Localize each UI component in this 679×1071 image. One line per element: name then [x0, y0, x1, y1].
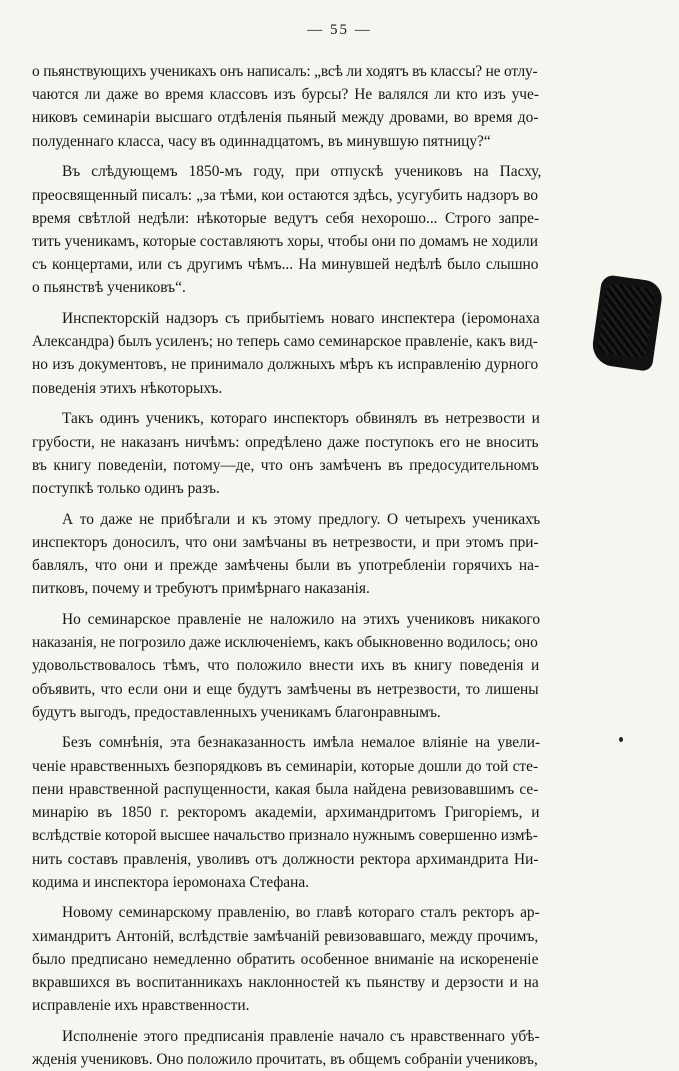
text-line: Такъ одинъ ученикъ, котораго инспекторъ обвинялъ въ нетрезвости и: [62, 410, 540, 428]
paragraph: [32, 731, 558, 893]
paragraph: [32, 407, 558, 500]
paragraph-gap: [32, 600, 558, 608]
text-line: жденія учениковъ. Оно положило прочитать, въ общемъ собраніи учениковъ,: [32, 1051, 538, 1069]
paragraph: [32, 608, 558, 724]
text-line: А то даже не прибѣгали и къ этому предлогу. О четырехъ ученикахъ: [62, 510, 541, 528]
text-line: ченіе нравственныхъ безпорядковъ въ семинаріи, которые дошли до той сте-: [32, 757, 539, 775]
text-line: никовъ семинаріи высшаго отдѣленія пьяный между дровами, во время до-: [32, 109, 539, 127]
ink-blot: [590, 274, 664, 372]
text-line: вкравшихся въ воспитанникахъ наклонностей къ пьянству и дерзости и на: [32, 974, 539, 992]
text-line: объявить, что если они и еще будутъ замѣчены въ нетрезвости, то лишены: [32, 680, 539, 698]
paragraph: [32, 508, 558, 601]
paragraph: [32, 60, 558, 153]
paragraph: [32, 1025, 558, 1071]
page-number: — 55 —: [307, 22, 372, 38]
text-line: инспекторъ доносилъ, что они замѣчаны въ нетрезвости, и при этомъ при-: [32, 533, 539, 551]
text-line: бавлялъ, что они и прежде замѣчены были въ употребленіи горячихъ на-: [32, 557, 540, 575]
text-line: Александра) былъ усиленъ; но теперь само семинарское правленіе, какъ вид-: [32, 333, 538, 351]
text-line: поступкѣ только одинъ разъ.: [32, 479, 220, 497]
text-line: о пьянствѣ учениковъ“.: [32, 279, 186, 297]
paragraph: [32, 307, 558, 400]
paragraph-gap: [32, 1017, 558, 1025]
text-line: было предписано немедленно обратить особенное вниманіе на искорененіе: [32, 950, 539, 968]
text-line: наказанія, не погрозило даже исключеніемъ, какъ обыкновенно водилось; оно: [32, 634, 538, 652]
paragraph-gap: [32, 894, 558, 902]
text-line: Новому семинарскому правленію, во главѣ котораго сталъ ректоръ ар-: [62, 904, 540, 922]
ink-speck: [619, 737, 623, 742]
text-line: поведенія этихъ нѣкоторыхъ.: [32, 379, 223, 397]
paragraph: [32, 901, 558, 1017]
text-line: Инспекторскій надзоръ съ прибытіемъ новаго инспектера (іеромонаха: [62, 310, 540, 328]
text-line: грубости, не наказанъ ничѣмъ: опредѣлено даже поступокъ его не вносить: [32, 433, 539, 451]
text-line: питковъ, почему и требуютъ примѣрнаго наказанія.: [32, 580, 370, 598]
paragraph-gap: [32, 153, 558, 161]
paragraph: [32, 160, 558, 299]
text-line: въ книгу поведеніи, потому—де, что онъ замѣченъ въ предосудительномъ: [32, 456, 539, 474]
text-line: чаются ли даже во время классовъ изъ бурсы? Не валялся ли кто изъ уче-: [32, 86, 539, 104]
text-line: вслѣдствіе которой высшее начальство признало нужнымъ совершенно измѣ-: [32, 827, 538, 845]
text-line: тить ученикамъ, которые составляютъ хоры, чтобы они по домамъ не ходили: [32, 232, 538, 250]
text-line: нить составъ правленія, уволивъ отъ должности ректора архимандрита Ни-: [32, 850, 539, 868]
paragraph-gap: [32, 400, 558, 408]
paragraph-gap: [32, 300, 558, 308]
text-line: время свѣтлой недѣли: нѣкоторые ведутъ себя нехорошо... Строго запре-: [32, 209, 540, 227]
text-line: будутъ выгодъ, предоставленныхъ ученикамъ благонравнымъ.: [32, 703, 441, 721]
text-line: исправленіе ихъ нравственности.: [32, 997, 250, 1015]
text-line: Исполненіе этого предписанія правленіе начало съ нравственнаго убѣ-: [62, 1027, 540, 1045]
text-line: но изъ документовъ, не принимало должныхъ мѣръ къ исправленію дурного: [32, 356, 539, 374]
text-line: Въ слѣдующемъ 1850-мъ году, при отпускѣ учениковъ на Пасху,: [62, 163, 542, 181]
text-line: преосвященный писалъ: „за тѣми, кои остаются здѣсь, усугубить надзоръ во: [32, 186, 539, 204]
paragraph-gap: [32, 500, 558, 508]
paragraph-gap: [32, 724, 558, 732]
body-text: [32, 60, 558, 1071]
text-line: кодима и инспектора іеромонаха Стефана.: [32, 873, 310, 891]
text-line: Но семинарское правленіе не наложило на этихъ учениковъ никакого: [62, 610, 541, 628]
text-line: удовольствовалось тѣмъ, что положило внести ихъ въ книгу поведенія и: [32, 657, 540, 675]
text-line: съ концертами, или съ другимъ чѣмъ... На минувшей недѣлѣ было слышно: [32, 256, 539, 274]
text-line: пени нравственной распущенности, какая была найдена ревизовавшимъ се-: [32, 780, 539, 798]
text-line: полуденнаго класса, часу въ одиннадцатомъ, въ минувшую пятницу?“: [32, 132, 491, 150]
text-line: о пьянствующихъ ученикахъ онъ написалъ: „всѣ ли ходятъ въ классы? не отлу-: [32, 63, 538, 80]
text-line: Безъ сомнѣнія, эта безнаказанность имѣла немалое вліяніе на увели-: [62, 734, 541, 752]
text-line: химандритъ Антоній, вслѣдствіе замѣчаній ревизовавшаго, между прочимъ,: [32, 927, 539, 945]
text-line: минарію въ 1850 г. ректоромъ академіи, архимандритомъ Григоріемъ, и: [32, 804, 540, 822]
